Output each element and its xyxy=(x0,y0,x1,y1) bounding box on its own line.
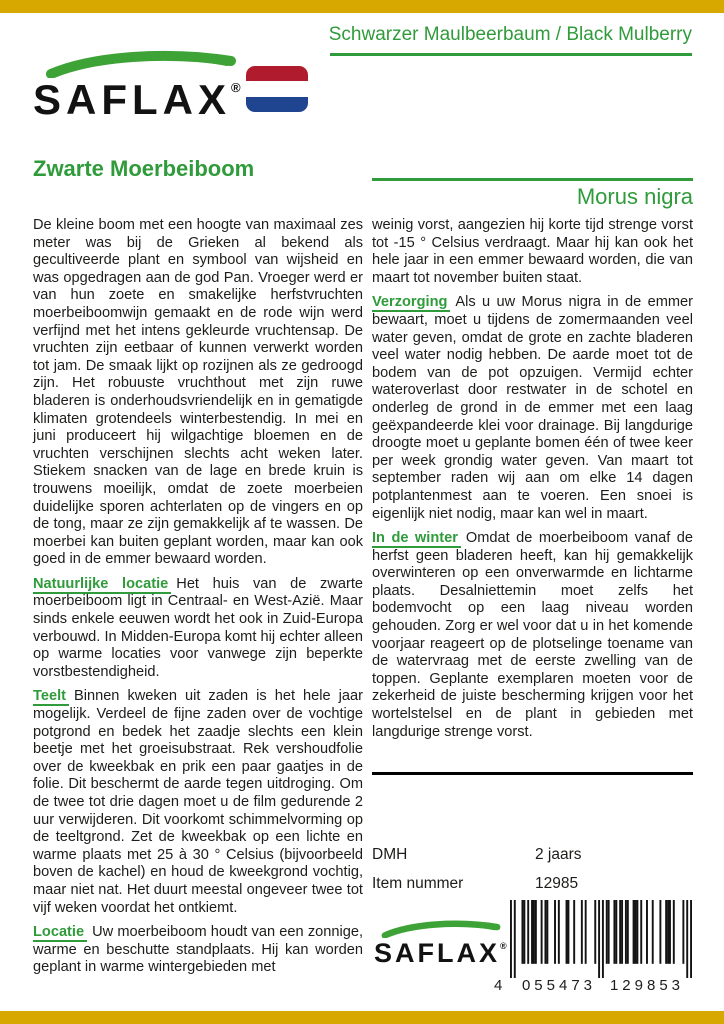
footer-divider-rule xyxy=(372,772,693,775)
flag-white-stripe xyxy=(246,81,308,96)
section-text: Als u uw Morus nigra in de emmer bewaart, moet u tijdens de zomermaanden veel water geven, omdat de grote en zachte bladeren veel water nodig hebben. De aarde moet tot de bodem van de pot opzuigen. Vermijd echter wateroverlast door restwater in de schotel en onderleg de grond in de emmer met een laag geëxpandeerde klei voor drainage. Bij langdurige droogte moet u geplante bomen één of twee keer per week grondig water geven. Van maart tot september raden wij aan om elke 14 dagen potplantenmest aan te voeren. Een snoei is eigenlijk niet nodig, maar kan wel in maart. xyxy=(372,294,693,522)
section-text: Uw moerbeiboom houdt van een zonnige, warme en beschutte standplaats. Hij kan worden geplant in warme wintergebieden met xyxy=(33,924,363,976)
latin-name-rule xyxy=(372,178,693,181)
info-label: Item nummer xyxy=(372,875,464,892)
barcode-digits-right: 129853 xyxy=(609,977,685,994)
header-subtitle: Schwarzer Maulbeerbaum / Black Mulberry xyxy=(328,24,692,45)
section-paragraph xyxy=(33,688,363,917)
info-row-dmh xyxy=(372,846,693,864)
brand-wordmark xyxy=(374,938,507,969)
section-paragraph xyxy=(33,576,363,682)
barcode-digits-left: 055473 xyxy=(521,977,597,994)
section-paragraph xyxy=(33,924,363,977)
section-heading: Verzorging xyxy=(372,294,450,312)
info-value: 12985 xyxy=(535,875,579,892)
top-border-bar xyxy=(0,0,724,13)
section-heading: Locatie xyxy=(33,924,87,942)
barcode-digit-first: 4 xyxy=(494,977,503,994)
right-text-column xyxy=(372,217,693,748)
registered-mark: ® xyxy=(500,941,507,951)
saflax-logo-small xyxy=(374,920,508,982)
section-text: Omdat de moerbeiboom vanaf de herfst geen bladeren heeft, kan hij gemakkelijk overwinteren op een onverwarmde en lichtarme plaats. Desalniettemin moet zelfs het bodemvocht op een laag niveau worden gehouden. Zorg er wel voor dat u in het komende voorjaar reageert op de plotselinge toename van de watervraag met de eerste zwelling van de toppen. Geplante exemplaren moeten voor de zekerheid de juiste bescherming krijgen voor het wortelstelsel en de plant in gebieden met langdurige strenge vorst. xyxy=(372,530,693,740)
brand-wordmark xyxy=(33,76,241,124)
section-text: Binnen kweken uit zaden is het hele jaar mogelijk. Verdeel de fijne zaden over de vochtige potgrond en bedek het zaadje slechts een klein beetje met het groeisubstraat. Rek vershoudfolie over de kweekbak en prik een paar gaatjes in de folie. Dit beschermt de aarde tegen uitdroging. Om de twee tot drie dagen moet u de film gedurende 2 uur verwijderen. Dit voorkomt schimmelvorming op de teeltgrond. Zet de kweekbak op een lichte en warme plaats met 25 à 30 ° Celsius (bijvoorbeeld boven de kachel) en houd de kweekgrond vochtig, maar niet nat. Het duurt meestal ongeveer twee tot vijf weken voordat het ontkiemt. xyxy=(33,688,363,916)
section-text: Het huis van de zwarte moerbeiboom ligt in Centraal- en West-Azië. Maar sinds enkele eeuwen wordt het ook in Zuid-Europa verbouwd. In Midden-Europa komt hij echter alleen op warme locaties voor vanwege zijn beperkte vorstbestendigheid. xyxy=(33,575,363,680)
barcode xyxy=(494,900,694,995)
bottom-border-bar xyxy=(0,1011,724,1024)
intro-text: De kleine boom met een hoogte van maximaal zes meter was bij de Grieken al bekend als gecultiveerde plant en symbool van wijsheid en was opgedragen aan de god Pan. Vroeger werd er van hun zoete en smakelijke herfstvruchten moerbeiboomwijn gemaakt en de rode wijn werd verfijnd met het intens gekleurde vruchtensap. De vruchten zijn eetbaar of kunnen verwerkt worden tot jam. De smaak lijkt op rozijnen als ze gedroogd zijn. Het robuuste vruchthout met zijn ruwe bladeren is onderhoudsvriendelijk en in gematigde klimaten grotendeels winterbestendig. In mei en juni produceert hij wilgachtige bloemen en de vruchten verschijnen slechts acht weken later. Stiekem snacken van de lage en brede kruin is trouwens moeilijk, omdat de zoete moerbeien duidelijke sporen achterlaten op de vingers en op de tong, maar ze zijn gemakkelijk af te wassen. De moerbei kan buiten geplant worden, maar kan ook goed in de emmer bewaard worden. xyxy=(33,217,363,568)
saflax-logo xyxy=(33,50,245,124)
info-label: DMH xyxy=(372,846,408,863)
page-title: Zwarte Moerbeiboom xyxy=(33,156,255,181)
header-rule xyxy=(330,53,692,56)
info-row-item-number xyxy=(372,875,693,893)
brush-stroke-icon xyxy=(381,920,501,938)
flag-blue-stripe xyxy=(246,97,308,112)
registered-mark: ® xyxy=(231,80,241,95)
section-heading: In de winter xyxy=(372,530,461,548)
barcode-digits xyxy=(494,900,694,995)
brand-text: SAFLAX xyxy=(33,76,231,123)
flag-red-stripe xyxy=(246,66,308,81)
latin-name: Morus nigra xyxy=(576,184,693,209)
left-text-column xyxy=(33,217,363,984)
netherlands-flag-icon xyxy=(246,66,308,112)
section-heading: Teelt xyxy=(33,688,69,706)
info-value: 2 jaars xyxy=(535,846,582,863)
intro-paragraph xyxy=(33,217,363,569)
section-heading: Natuurlijke locatie xyxy=(33,576,171,594)
brush-stroke-icon xyxy=(45,50,237,78)
brand-text: SAFLAX xyxy=(374,938,500,968)
section-paragraph xyxy=(372,294,693,523)
continuation-text: weinig vorst, aangezien hij korte tijd strenge vorst tot -15 ° Celsius verdraagt. Maar hij kan ook het hele jaar in een emmer bewaard worden, die van maart tot november buiten staat. xyxy=(372,217,693,286)
section-paragraph xyxy=(372,530,693,741)
product-info xyxy=(372,846,693,904)
continuation-paragraph xyxy=(372,217,693,287)
